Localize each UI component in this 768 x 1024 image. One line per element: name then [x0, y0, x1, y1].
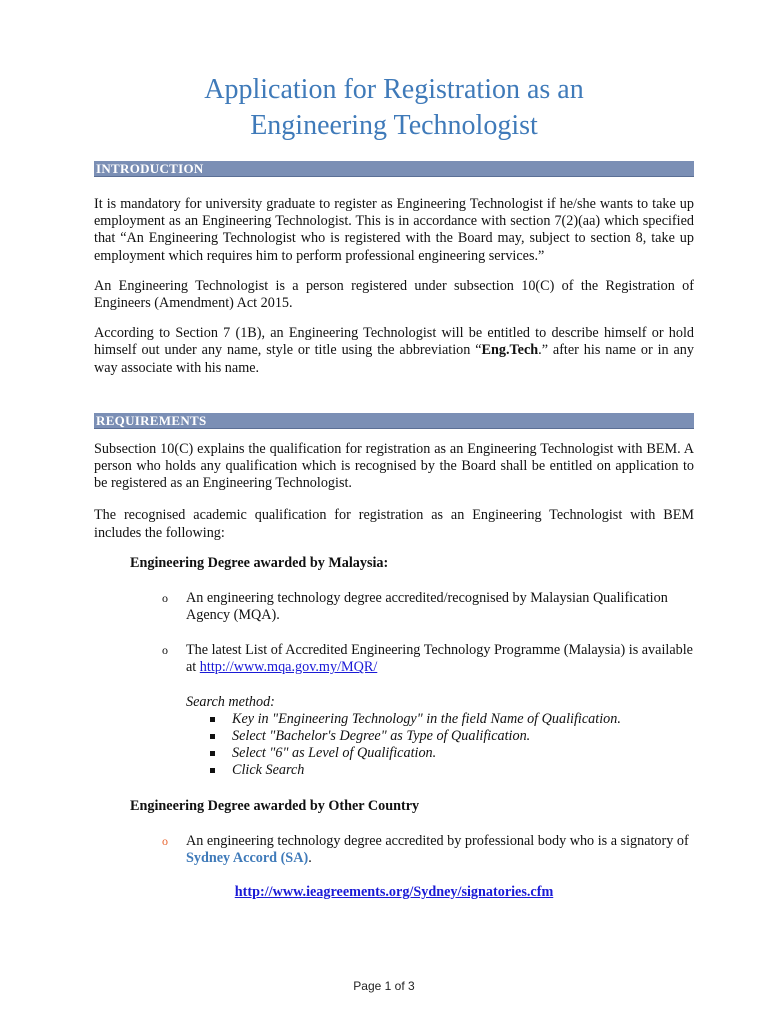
intro-paragraph-2: An Engineering Technologist is a person registered under subsection 10(C) of the Registration of Engineers (Amendment) Act 2015.	[94, 277, 694, 312]
list-item	[94, 590, 694, 624]
list-item: Select "Bachelor's Degree" as Type of Qualification.	[186, 728, 694, 745]
list-item: o An engineering technology degree accredited by professional body who is a signatory of Sydney Accord (SA).	[162, 832, 689, 866]
title-line-2: Engineering Technologist	[250, 110, 538, 141]
sydney-link-row	[94, 884, 694, 901]
mqa-link[interactable]: http://www.mqa.gov.my/MQR/	[199, 659, 378, 676]
requirements-paragraph-2: The recognised academic qualification for registration as an Engineering Technologist with BEM includes the following:	[94, 507, 694, 541]
circle-bullet-icon: o	[162, 643, 168, 658]
list-item: Key in "Engineering Technology" in the field Name of Qualification.	[186, 711, 694, 728]
requirements-heading: REQUIREMENTS	[94, 413, 694, 429]
eng-tech-abbreviation: Eng.Tech	[481, 342, 539, 359]
intro-paragraph-1: It is mandatory for university graduate to register as Engineering Technologist if he/she wants to take up employment as an Engineering Technologist. This is in accordance with section 7(2)(aa) which specified that “An Engineering Technologist who is registered with the Board may, subject to section 8, take up employment which requires him to perform professional engineering services.”	[94, 196, 694, 264]
list-item: Select "6" as Level of Qualification.	[186, 745, 694, 762]
circle-bullet-icon: o	[162, 590, 168, 605]
square-bullet-icon	[210, 734, 215, 739]
malaysia-degree-heading: Engineering Degree awarded by Malaysia:	[130, 554, 389, 571]
document-page	[94, 72, 694, 901]
mqa-accredited-item: An engineering technology degree accredited/recognised by Malaysian Qualification Agency (MQA).	[186, 589, 668, 624]
square-bullet-icon	[210, 768, 215, 773]
square-bullet-icon	[210, 751, 215, 756]
circle-bullet-icon: o	[162, 833, 168, 848]
sydney-accord-label: Sydney Accord (SA)	[186, 849, 309, 866]
search-method-label: Search method:	[186, 693, 275, 710]
list-item: Click Search	[186, 762, 694, 779]
document-title	[94, 72, 694, 144]
page-number: Page 1 of 3	[353, 979, 415, 993]
square-bullet-icon	[210, 717, 215, 722]
sydney-signatories-link[interactable]: http://www.ieagreements.org/Sydney/signatories.cfm	[234, 884, 554, 901]
title-line-1: Application for Registration as an	[204, 74, 584, 105]
mqa-list-item-text: The latest List of Accredited Engineering Technology Programme (Malaysia) is available at	[186, 642, 693, 676]
other-country-degree-heading: Engineering Degree awarded by Other Country	[130, 797, 420, 814]
list-item	[94, 642, 694, 676]
requirements-paragraph-1: Subsection 10(C) explains the qualification for registration as an Engineering Technologist with BEM. A person who holds any qualification which is recognised by the Board shall be entitled on application to be registered as an Engineering Technologist.	[94, 440, 694, 492]
search-method-block	[94, 694, 694, 779]
intro-paragraph-3: According to Section 7 (1B), an Engineering Technologist will be entitled to describe himself or hold himself out under any name, style or title using the abbreviation “Eng.Tech.” after his name or in any way associate with his name.	[94, 325, 694, 376]
introduction-heading: INTRODUCTION	[94, 161, 694, 177]
